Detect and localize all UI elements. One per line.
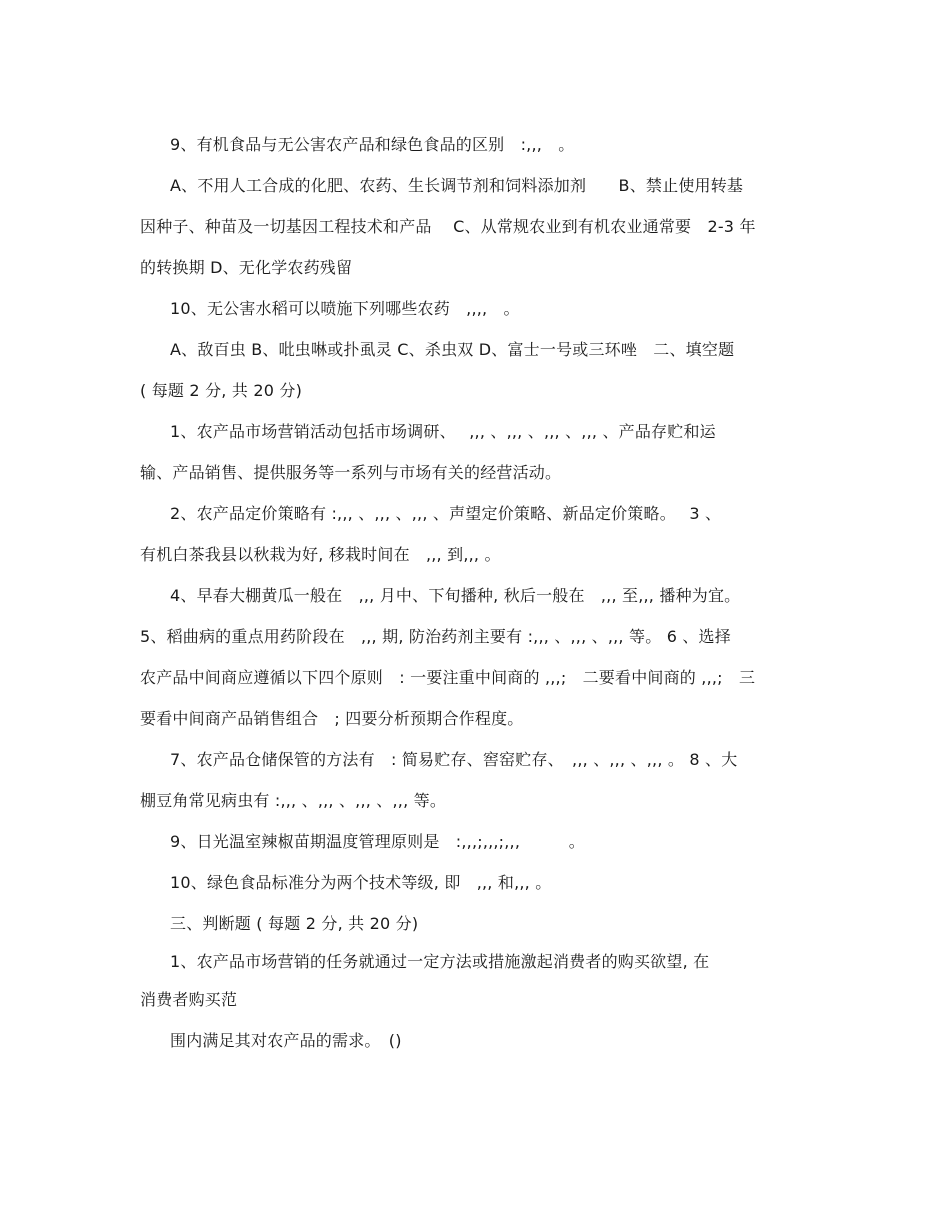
question-9-options-line-1: A、不用人工合成的化肥、农药、生长调节剂和饲料添加剂 B、禁止使用转基 [170, 176, 744, 195]
judge-question-1-line-2: 消费者购买范 [140, 990, 238, 1009]
fill-question-3-line-2: 有机白茶我县以秋栽为好, 移栽时间在 ,,, 到,,, 。 [140, 545, 501, 564]
section-3-heading: 三、判断题 ( 每题 2 分, 共 20 分) [170, 914, 419, 933]
fill-question-9: 9、日光温室辣椒苗期温度管理原则是 :,,,;,,,;,,, 。 [170, 832, 585, 851]
judge-question-1-line-1: 1、农产品市场营销的任务就通过一定方法或措施激起消费者的购买欲望, 在 [170, 952, 710, 971]
fill-question-6-line-2: 农产品中间商应遵循以下四个原则 : 一要注重中间商的 ,,,; 二要看中间商的 ,,,; 三 [140, 668, 756, 687]
question-10-options: A、敌百虫 B、吡虫啉或扑虱灵 C、杀虫双 D、富士一号或三环唑 二、填空题 [170, 340, 735, 359]
fill-question-1-line-2: 输、产品销售、提供服务等一系列与市场有关的经营活动。 [140, 463, 562, 482]
question-9-stem: 9、有机食品与无公害农产品和绿色食品的区别 :,,, 。 [170, 135, 575, 154]
fill-question-8-line-2: 棚豆角常见病虫有 :,,, 、,,, 、,,, 、,,, 等。 [140, 791, 447, 810]
fill-question-1-line-1: 1、农产品市场营销活动包括市场调研、 ,,, 、,,, 、,,, 、,,, 、产品存贮和运 [170, 422, 716, 441]
fill-question-4: 4、早春大棚黄瓜一般在 ,,, 月中、下旬播种, 秋后一般在 ,,, 至,,, 播种为宜。 [170, 586, 741, 605]
question-9-options-line-3: 的转换期 D、无化学农药残留 [140, 258, 353, 277]
document-page [140, 124, 820, 1061]
fill-question-2-3-line-1: 2、农产品定价策略有 :,,, 、,,, 、,,, 、声望定价策略、新品定价策略。 3 、 [170, 504, 722, 523]
question-9-options-line-2: 因种子、种苗及一切基因工程技术和产品 C、从常规农业到有机农业通常要 2-3 年 [140, 217, 756, 236]
judge-question-1-line-3: 围内满足其对农产品的需求。 () [170, 1031, 402, 1050]
question-10-stem: 10、无公害水稻可以喷施下列哪些农药 ,,,, 。 [170, 299, 520, 318]
fill-question-6-line-3: 要看中间商产品销售组合 ; 四要分析预期合作程度。 [140, 709, 524, 728]
section-2-score-note: ( 每题 2 分, 共 20 分) [140, 381, 303, 400]
fill-question-10: 10、绿色食品标准分为两个技术等级, 即 ,,, 和,,, 。 [170, 873, 552, 892]
fill-question-5-6-line-1: 5、稻曲病的重点用药阶段在 ,,, 期, 防治药剂主要有 :,,, 、,,, 、,,, 等。 6 、选择 [140, 627, 731, 646]
fill-question-7-8-line-1: 7、农产品仓储保管的方法有 : 简易贮存、窖窑贮存、 ,,, 、,,, 、,,, 。 8 、大 [170, 750, 738, 769]
